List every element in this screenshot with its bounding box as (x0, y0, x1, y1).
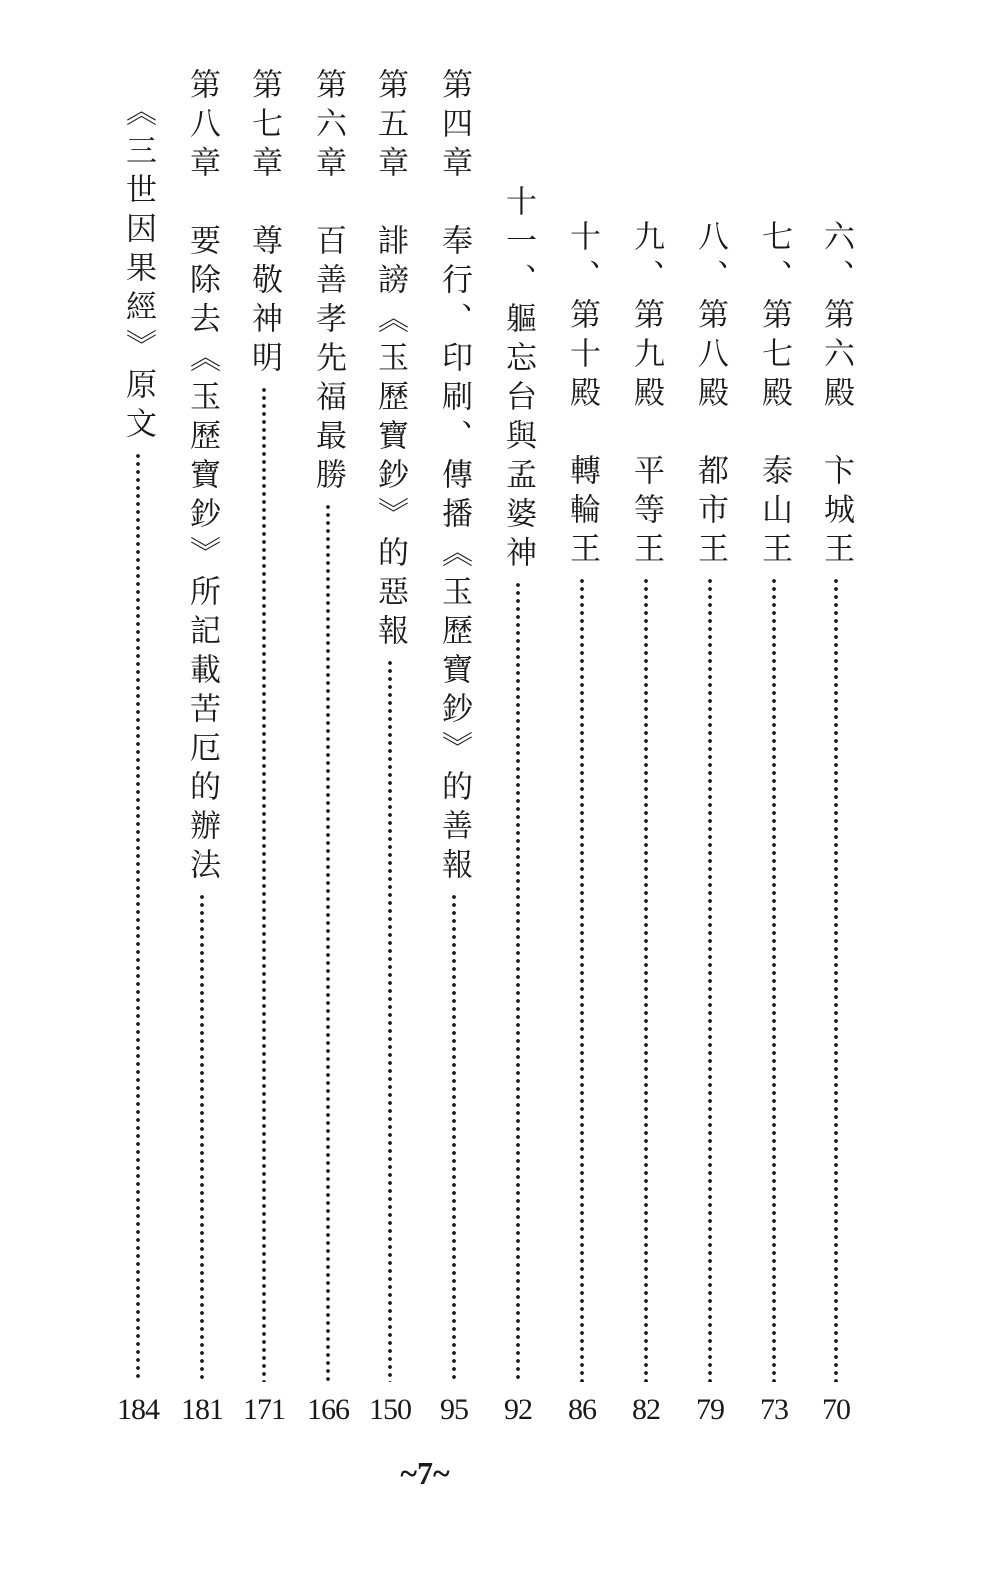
toc-entry (624, 220, 668, 1430)
dot-leader (707, 577, 713, 1382)
toc-entry-title: 十、第十殿 轉輪王 (564, 220, 600, 571)
dot-leader (451, 893, 457, 1382)
toc-page-number: 184 (117, 1393, 159, 1426)
toc-entry (560, 220, 604, 1430)
toc-entry-title: 八、第八殿 都市王 (692, 220, 728, 571)
toc-entry (306, 68, 350, 1430)
dot-leader (199, 893, 205, 1382)
page-folio: ~7~ (400, 1455, 450, 1491)
toc-entry-title: 七、第七殿 泰山王 (756, 220, 792, 571)
toc-page-number: 73 (760, 1393, 788, 1426)
dot-leader (387, 659, 393, 1382)
toc-page-number: 150 (369, 1393, 411, 1426)
toc-entry-title: 十一、軀忘台與孟婆神 (500, 185, 536, 575)
toc-entry-title: 第八章 要除去《玉歷寶鈔》所記載苦厄的辦法 (184, 68, 220, 887)
toc-entry (432, 68, 476, 1430)
dot-leader (325, 503, 331, 1382)
toc-entry (814, 220, 858, 1430)
toc-entry (242, 68, 286, 1430)
toc-page-number: 92 (504, 1393, 532, 1426)
toc-entry (368, 68, 412, 1430)
dot-leader (135, 452, 141, 1382)
toc-page-number: 166 (307, 1393, 349, 1426)
toc-entry (180, 68, 224, 1430)
toc-page-number: 82 (632, 1393, 660, 1426)
dot-leader (579, 577, 585, 1382)
toc-page-number: 95 (440, 1393, 468, 1426)
dot-leader (771, 577, 777, 1382)
toc-entry (116, 95, 160, 1430)
toc-page-number: 79 (696, 1393, 724, 1426)
dot-leader (515, 581, 521, 1382)
toc-entry (496, 185, 540, 1430)
dot-leader (261, 386, 267, 1382)
toc-entry-title: 《三世因果經》原文 (120, 95, 156, 446)
toc-entry (752, 220, 796, 1430)
toc-entry-title: 第七章 尊敬神明 (246, 68, 282, 380)
toc-entry-title: 第五章 誹謗《玉歷寶鈔》的惡報 (372, 68, 408, 653)
toc-entry-title: 九、第九殿 平等王 (628, 220, 664, 571)
toc-page-number: 86 (568, 1393, 596, 1426)
toc-entry-title: 第四章 奉行、印刷、傳播《玉歷寶鈔》的善報 (436, 68, 472, 887)
dot-leader (643, 577, 649, 1382)
toc-page-number: 171 (243, 1393, 285, 1426)
toc-entry-title: 六、第六殿 卞城王 (818, 220, 854, 571)
toc-page-number: 70 (822, 1393, 850, 1426)
toc-page-number: 181 (181, 1393, 223, 1426)
toc-entry-title: 第六章 百善孝先福最勝 (310, 68, 346, 497)
toc-entry (688, 220, 732, 1430)
dot-leader (833, 577, 839, 1382)
